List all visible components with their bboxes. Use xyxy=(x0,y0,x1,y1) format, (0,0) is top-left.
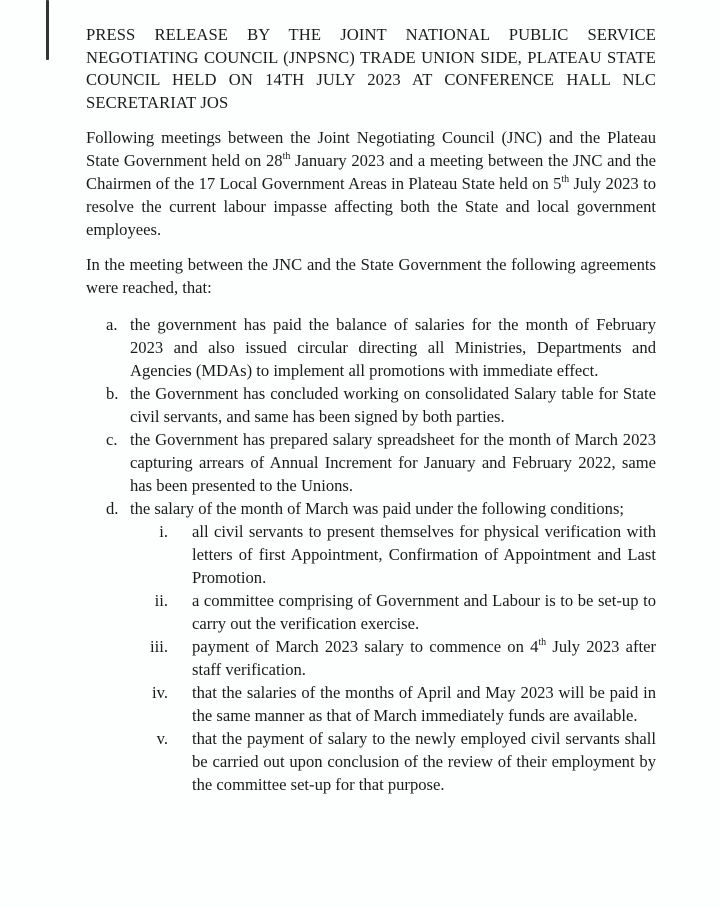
sub-list-item-text: all civil servants to present themselves for physical verification with letters of first Appointment, Confirmation of Appointment and Last Promotion. xyxy=(192,522,656,587)
sub-list-item-text: that the payment of salary to the newly employed civil servants shall be carried out upon conclusion of the review of their employment by the committee set-up for that purpose. xyxy=(192,729,656,794)
intro-text-1: Following meetings between the Joint Negotiating Council (JNC) and the Plateau State Government held on 28 xyxy=(86,128,656,170)
binder-edge-mark xyxy=(46,0,49,60)
ordinal-suffix: th xyxy=(561,174,570,185)
list-item-text: the Government has concluded working on consolidated Salary table for State civil servants, and same has been signed by both parties. xyxy=(130,384,656,426)
intro-paragraph xyxy=(86,126,656,241)
sub-list-item-text: a committee comprising of Government and Labour is to be set-up to carry out the verification exercise. xyxy=(192,591,656,633)
sub-list-item xyxy=(130,589,656,635)
ordinal-suffix: th xyxy=(282,151,291,162)
agreement-intro-paragraph: In the meeting between the JNC and the State Government the following agreements were reached, that: xyxy=(86,255,656,297)
ordinal-suffix: th xyxy=(538,637,547,648)
document-title: PRESS RELEASE BY THE JOINT NATIONAL PUBLIC SERVICE NEGOTIATING COUNCIL (JNPSNC) TRADE UNION SIDE, PLATEAU STATE COUNCIL HELD ON 14TH JULY 2023 AT CONFERENCE HALL NLC SECRETARIAT JOS xyxy=(86,25,656,112)
intro-text-2: January 2023 and a meeting between the JNC and the Chairmen of the 17 Local Government Areas in Plateau State held on 5 xyxy=(86,151,656,193)
intro-text-3: July 2023 to resolve the current labour impasse affecting both the State and local government employees. xyxy=(86,174,657,239)
list-marker: iii. xyxy=(150,637,168,656)
list-marker: ii. xyxy=(154,591,168,610)
conditions-list xyxy=(130,520,656,796)
agreements-list xyxy=(86,313,656,796)
list-marker: d. xyxy=(106,499,119,518)
list-marker: v. xyxy=(156,729,168,748)
list-item-text: the government has paid the balance of salaries for the month of February 2023 and also issued circular directing all Ministries, Departments and Agencies (MDAs) to implement all promotions with immediate effect. xyxy=(130,315,656,380)
list-item-text: the salary of the month of March was paid under the following conditions; xyxy=(130,499,625,518)
list-item xyxy=(86,382,656,428)
document-page xyxy=(86,24,656,796)
sub-list-item-text-2: July 2023 after staff verification. xyxy=(192,637,657,679)
list-item xyxy=(86,428,656,497)
list-item xyxy=(86,497,656,796)
sub-list-item-text-1: payment of March 2023 salary to commence on 4 xyxy=(192,637,539,656)
sub-list-item xyxy=(130,681,656,727)
sub-list-item xyxy=(130,727,656,796)
list-marker: a. xyxy=(106,315,118,334)
sub-list-item xyxy=(130,520,656,589)
list-marker: iv. xyxy=(152,683,168,702)
list-marker: c. xyxy=(106,430,118,449)
list-marker: i. xyxy=(159,522,168,541)
list-item xyxy=(86,313,656,382)
sub-list-item-text: that the salaries of the months of April and May 2023 will be paid in the same manner as that of March immediately funds are available. xyxy=(192,683,656,725)
list-marker: b. xyxy=(106,384,119,403)
sub-list-item xyxy=(130,635,656,681)
list-item-text: the Government has prepared salary spreadsheet for the month of March 2023 capturing arrears of Annual Increment for January and February 2022, same has been presented to the Unions. xyxy=(130,430,656,495)
